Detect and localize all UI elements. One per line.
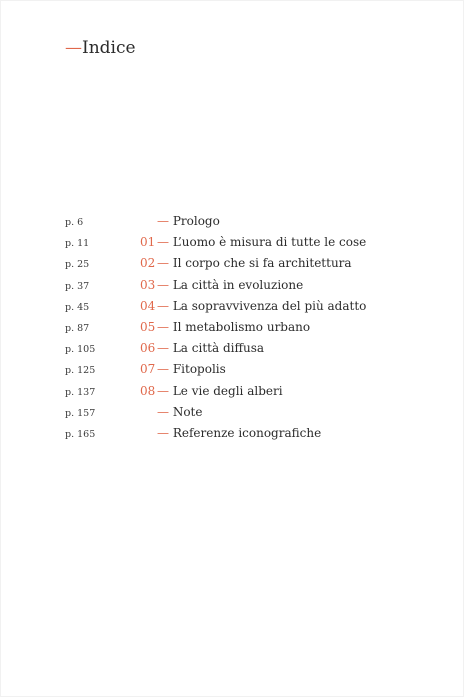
toc-chapter-number: 03	[140, 277, 156, 292]
toc-entry-chapter-05[interactable]	[65, 318, 405, 339]
toc-page-number: p. 11	[65, 238, 90, 250]
title-dash: —	[65, 38, 82, 58]
toc-dash: —	[157, 404, 169, 419]
page-title	[65, 36, 136, 60]
toc-chapter-number: 07	[140, 362, 156, 377]
toc-title-text: Note	[172, 404, 203, 419]
toc-entry-title	[157, 339, 264, 358]
toc-entry-title	[157, 233, 366, 252]
toc-page-number: p. 25	[65, 259, 90, 271]
toc-chapter-number: 08	[140, 383, 156, 398]
toc-chapter-number: 05	[140, 319, 156, 334]
toc-dash: —	[157, 277, 169, 292]
toc-page-number: p. 87	[65, 322, 90, 334]
toc-entry-note[interactable]	[65, 403, 405, 424]
toc-page-number: p. 125	[65, 365, 96, 377]
toc-title-text: Fitopolis	[172, 362, 226, 377]
toc-dash: —	[157, 298, 169, 313]
toc-entry-referenze[interactable]	[65, 424, 405, 445]
toc-entry-title	[157, 360, 226, 379]
toc-entry-prologo[interactable]	[65, 212, 405, 233]
toc-entry-title	[157, 403, 202, 422]
toc-title-text: Il metabolismo urbano	[172, 319, 311, 334]
toc-dash: —	[157, 256, 169, 271]
table-of-contents	[65, 212, 405, 445]
toc-dash: —	[157, 319, 169, 334]
title-label: Indice	[82, 38, 136, 58]
toc-entry-title	[157, 212, 220, 231]
toc-entry-title	[157, 297, 366, 316]
toc-dash: —	[157, 362, 169, 377]
toc-entry-title	[157, 382, 283, 401]
toc-chapter-number: 06	[140, 341, 156, 356]
toc-page-number: p. 137	[65, 386, 96, 398]
toc-entry-chapter-02[interactable]	[65, 254, 405, 275]
toc-page-number: p. 105	[65, 344, 96, 356]
toc-title-text: Le vie degli alberi	[172, 383, 283, 398]
toc-page-number: p. 165	[65, 428, 96, 440]
toc-page-number: p. 37	[65, 280, 90, 292]
toc-page-number: p. 157	[65, 407, 96, 419]
toc-entry-chapter-08[interactable]	[65, 382, 405, 403]
toc-entry-title	[157, 424, 321, 443]
toc-dash: —	[157, 425, 169, 440]
toc-dash: —	[157, 341, 169, 356]
toc-title-text: Prologo	[172, 214, 220, 228]
toc-entry-chapter-04[interactable]	[65, 297, 405, 318]
toc-entry-chapter-03[interactable]	[65, 276, 405, 297]
toc-page-number: p. 6	[65, 217, 84, 228]
toc-dash: —	[157, 235, 169, 250]
toc-title-text: Referenze iconografiche	[172, 425, 322, 440]
toc-title-text: L’uomo è misura di tutte le cose	[172, 235, 367, 250]
toc-title-text: La città in evoluzione	[172, 277, 304, 292]
toc-page-number: p. 45	[65, 301, 90, 313]
toc-entry-title	[157, 276, 303, 295]
toc-title-text: Il corpo che si fa architettura	[172, 256, 352, 271]
toc-title-text: La sopravvivenza del più adatto	[172, 298, 367, 313]
toc-chapter-number: 01	[140, 235, 156, 250]
toc-chapter-number: 02	[140, 256, 156, 271]
toc-entry-chapter-07[interactable]	[65, 360, 405, 381]
toc-chapter-number: 04	[140, 298, 156, 313]
toc-entry-chapter-01[interactable]	[65, 233, 405, 254]
toc-entry-title	[157, 254, 352, 273]
toc-entry-title	[157, 318, 310, 337]
toc-dash: —	[157, 383, 169, 398]
toc-dash: —	[157, 214, 169, 228]
toc-entry-chapter-06[interactable]	[65, 339, 405, 360]
toc-title-text: La città diffusa	[172, 341, 265, 356]
